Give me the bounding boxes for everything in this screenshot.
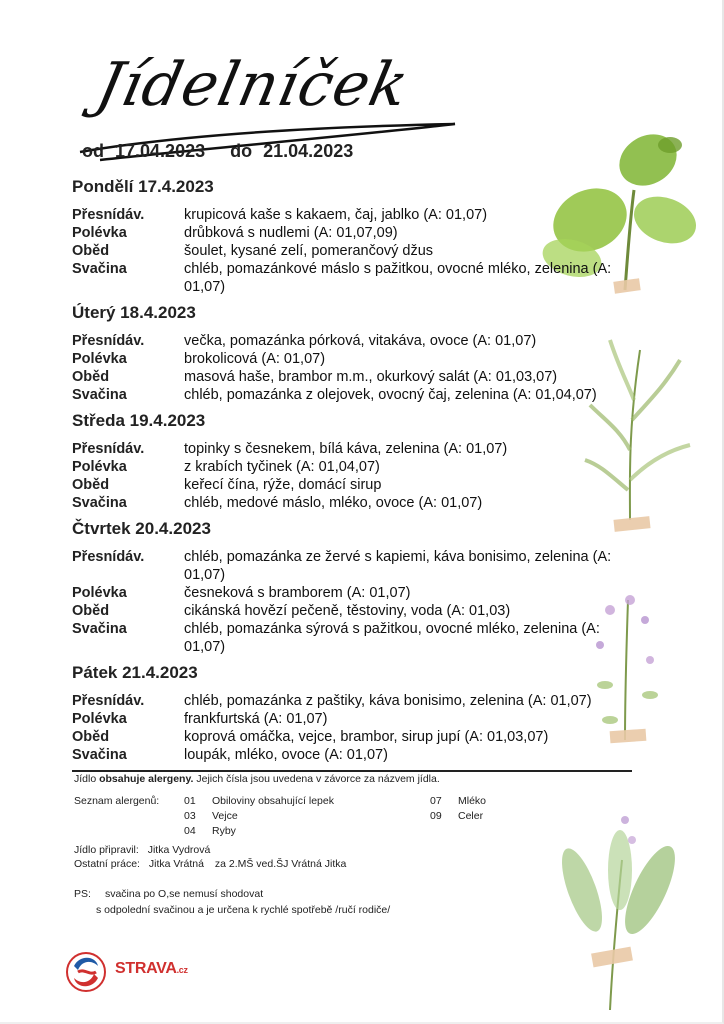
meal-name: Přesnídáv. — [72, 333, 145, 349]
meal-text: z krabích tyčinek (A: 01,04,07) — [184, 459, 380, 475]
allergen-name: Mléko — [458, 795, 487, 807]
page-title: Jídelníček — [90, 50, 416, 120]
allergen-item — [184, 810, 238, 822]
day-section — [72, 176, 632, 296]
meal-name: Oběd — [72, 729, 110, 745]
allergen-name: Vejce — [212, 810, 238, 822]
meal-row — [72, 206, 632, 224]
meal-row — [72, 584, 632, 602]
ps-note — [74, 886, 390, 918]
meal-name: Přesnídáv. — [72, 549, 145, 565]
meal-name: Přesnídáv. — [72, 693, 145, 709]
meal-row — [72, 368, 632, 386]
meal-row — [72, 386, 632, 404]
logo-text — [115, 960, 188, 978]
meal-row — [72, 494, 632, 512]
meal-row — [72, 710, 632, 728]
meal-name: Svačina — [72, 747, 127, 763]
meal-text: chléb, pomazánka z paštiky, káva bonisimo, zelenina (A: 01,07) — [184, 693, 592, 709]
meal-text: cikánská hovězí pečeně, těstoviny, voda (A: 01,03) — [184, 603, 511, 619]
to-word: do — [230, 141, 253, 161]
day-title: Pondělí 17.4.2023 — [72, 177, 214, 196]
meal-name: Polévka — [72, 585, 127, 601]
allergen-number: 07 — [430, 795, 442, 807]
meal-text: chléb, pomazánka z olejovek, ovocný čaj, zelenina (A: 01,04,07) — [184, 387, 597, 403]
meal-text: šoulet, kysané zelí, pomerančový džus — [184, 243, 434, 259]
meal-text: česneková s bramborem (A: 01,07) — [184, 585, 411, 601]
meal-name: Svačina — [72, 387, 127, 403]
meal-text: frankfurtská (A: 01,07) — [184, 711, 328, 727]
allergen-number: 01 — [184, 795, 196, 807]
allergen-note — [74, 772, 634, 786]
meal-name: Svačina — [72, 621, 127, 637]
cook-name: Jitka Vydrová — [147, 844, 211, 856]
meal-text: topinky s česnekem, bílá káva, zelenina (A: 01,07) — [184, 441, 508, 457]
allergen-item — [184, 825, 236, 837]
cook-line — [74, 843, 634, 857]
meal-name: Polévka — [72, 459, 127, 475]
meal-text: krupicová kaše s kakaem, čaj, jablko (A: 01,07) — [184, 207, 488, 223]
allergen-note-prefix: Jídlo — [74, 773, 97, 785]
other-work-name: Jitka Vrátná — [148, 858, 204, 870]
meal-text: drůbková s nudlemi (A: 01,07,09) — [184, 225, 398, 241]
day-section — [72, 302, 632, 404]
allergen-number: 03 — [184, 810, 196, 822]
allergen-list — [74, 795, 634, 843]
meal-row — [72, 440, 632, 458]
allergen-note-bold: obsahuje alergeny. — [99, 773, 194, 785]
other-work-line — [74, 857, 634, 871]
meal-text: chléb, pomazánka ze žervé s kapiemi, káva bonisimo, zelenina (A: 01,07) — [184, 549, 612, 583]
meal-text: koprová omáčka, vejce, brambor, sirup jupí (A: 01,03,07) — [184, 729, 549, 745]
meal-row — [72, 476, 632, 494]
day-title: Úterý 18.4.2023 — [72, 303, 196, 322]
meal-name: Přesnídáv. — [72, 441, 145, 457]
allergen-list-label: Seznam alergenů: — [74, 795, 160, 807]
to-date: 21.04.2023 — [263, 141, 354, 161]
meal-text: chléb, medové máslo, mléko, ovoce (A: 01,07) — [184, 495, 483, 511]
meal-row — [72, 458, 632, 476]
meal-text: večka, pomazánka pórková, vitakáva, ovoce (A: 01,07) — [184, 333, 537, 349]
footer — [74, 772, 634, 871]
day-title: Pátek 21.4.2023 — [72, 663, 198, 682]
other-work-extra: za 2.MŠ ved.ŠJ Vrátná Jitka — [214, 858, 347, 870]
meal-name: Oběd — [72, 243, 110, 259]
menu-days — [72, 176, 632, 770]
allergen-name: Obiloviny obsahující lepek — [212, 795, 334, 807]
allergen-item — [430, 810, 483, 822]
meal-text: chléb, pomazánkové máslo s pažitkou, ovocné mléko, zelenina (A: 01,07) — [184, 261, 612, 295]
meal-row — [72, 332, 632, 350]
meal-row — [72, 746, 632, 764]
ps-line-1: svačina po O,se nemusí shodovat — [104, 888, 264, 900]
ps-line-2: s odpolední svačinou a je určena k rychlé spotřebě /ručí rodiče/ — [96, 904, 391, 916]
logo-wordmark: STRAVA — [115, 960, 177, 977]
cook-label: Jídlo připravil: — [74, 844, 139, 856]
allergen-note-suffix: Jejich čísla jsou uvedena v závorce za názvem jídla. — [196, 773, 440, 785]
allergen-name: Ryby — [212, 825, 236, 837]
allergen-number: 09 — [430, 810, 442, 822]
allergen-item — [430, 795, 486, 807]
day-title: Středa 19.4.2023 — [72, 411, 206, 430]
meal-name: Oběd — [72, 369, 110, 385]
meal-name: Polévka — [72, 225, 127, 241]
meal-row — [72, 602, 632, 620]
logo-suffix: .cz — [176, 965, 188, 975]
day-section — [72, 410, 632, 512]
meal-row — [72, 224, 632, 242]
meal-row — [72, 548, 632, 584]
meal-text: loupák, mléko, ovoce (A: 01,07) — [184, 747, 388, 763]
allergen-item — [184, 795, 334, 807]
from-word: od — [82, 141, 104, 161]
other-work-label: Ostatní práce: — [74, 858, 140, 870]
meal-row — [72, 350, 632, 368]
ps-label: PS: — [74, 888, 91, 900]
meal-row — [72, 260, 632, 296]
day-title: Čtvrtek 20.4.2023 — [72, 519, 211, 538]
from-date: 17.04.2023 — [115, 141, 206, 161]
meal-name: Přesnídáv. — [72, 207, 145, 223]
date-range — [82, 141, 359, 162]
meal-text: chléb, pomazánka sýrová s pažitkou, ovocné mléko, zelenina (A: 01,07) — [184, 621, 600, 655]
meal-name: Svačina — [72, 261, 127, 277]
meal-row — [72, 242, 632, 260]
day-section — [72, 518, 632, 656]
meal-name: Svačina — [72, 495, 127, 511]
allergen-name: Celer — [458, 810, 484, 822]
meal-name: Oběd — [72, 603, 110, 619]
meal-text: masová haše, brambor m.m., okurkový salát (A: 01,03,07) — [184, 369, 558, 385]
meal-text: brokolicová (A: 01,07) — [184, 351, 326, 367]
meal-name: Oběd — [72, 477, 110, 493]
meal-text: keřecí čína, rýže, domácí sirup — [184, 477, 382, 493]
allergen-number: 04 — [184, 825, 196, 837]
meal-row — [72, 692, 632, 710]
meal-name: Polévka — [72, 711, 127, 727]
day-section — [72, 662, 632, 764]
meal-row — [72, 728, 632, 746]
meal-row — [72, 620, 632, 656]
meal-name: Polévka — [72, 351, 127, 367]
